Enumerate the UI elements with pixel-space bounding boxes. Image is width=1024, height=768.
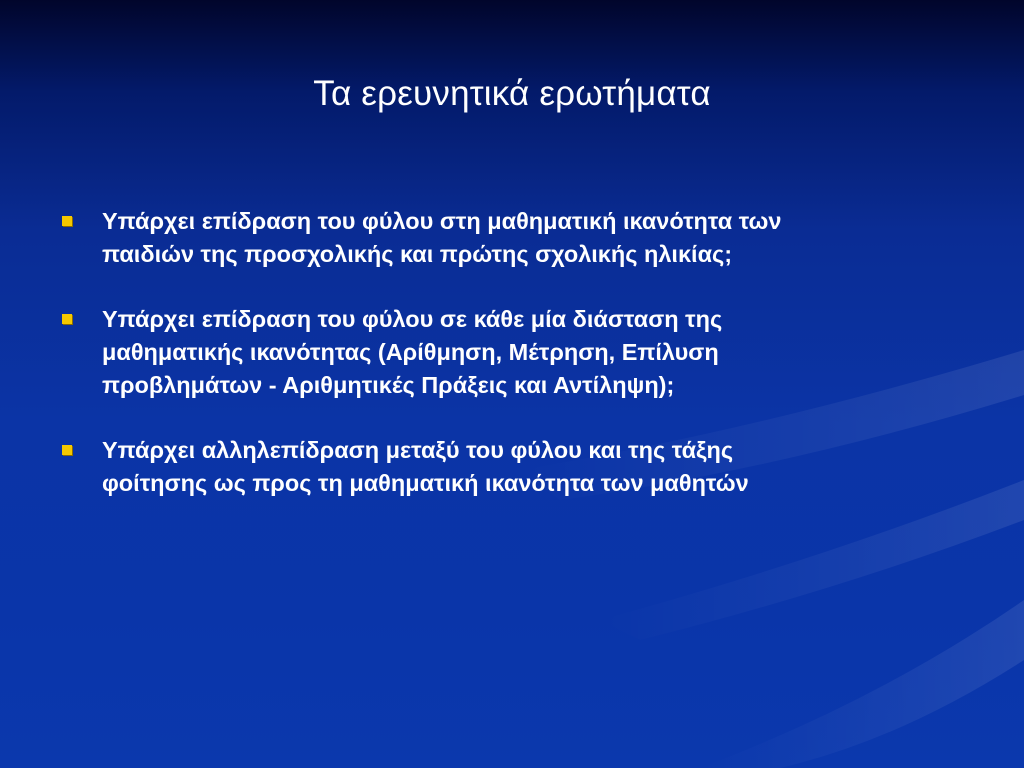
bullet-text: [102, 303, 722, 402]
bullet-line: μαθηματικής ικανότητας (Αρίθμηση, Μέτρηση, Επίλυση: [102, 339, 719, 365]
bullet-line: Υπάρχει επίδραση του φύλου στη μαθηματική ικανότητα των: [102, 208, 782, 234]
bullet-line: προβλημάτων - Αριθμητικές Πράξεις και Αντίληψη);: [102, 372, 675, 398]
yellow-square-bullet-icon: [62, 314, 72, 324]
slide-title: Τα ερευνητικά ερωτήματα: [313, 74, 711, 113]
bullet-item: [62, 434, 962, 500]
bullet-line: Υπάρχει επίδραση του φύλου σε κάθε μία διάσταση της: [102, 306, 723, 332]
bullet-item: [62, 303, 962, 402]
bullet-item: [62, 205, 962, 271]
bullet-line: Υπάρχει αλληλεπίδραση μεταξύ του φύλου και της τάξης: [102, 437, 734, 463]
bullet-line: παιδιών της προσχολικής και πρώτης σχολικής ηλικίας;: [102, 241, 733, 267]
yellow-square-bullet-icon: [62, 216, 72, 226]
bullet-text: [102, 205, 781, 271]
yellow-square-bullet-icon: [62, 445, 72, 455]
bullet-list: [62, 205, 962, 532]
bullet-line: φοίτησης ως προς τη μαθηματική ικανότητα των μαθητών: [102, 470, 749, 496]
bullet-text: [102, 434, 749, 500]
